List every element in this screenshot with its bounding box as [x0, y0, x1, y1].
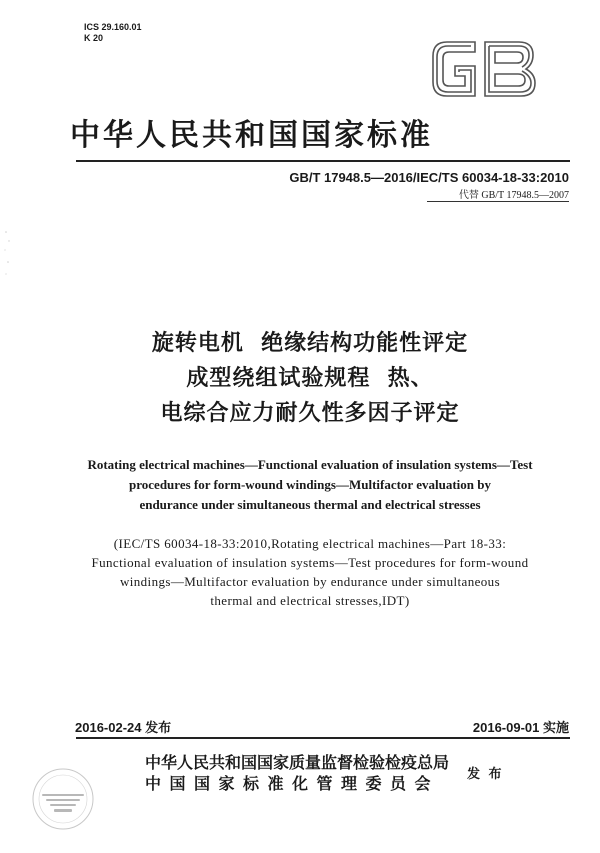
- watermark-stamp-icon: [30, 766, 96, 832]
- issuer-line-1: 中华人民共和国国家质量监督检验检疫总局: [145, 753, 450, 772]
- replaces-underline: [427, 201, 569, 202]
- ics-code: ICS 29.160.01: [84, 22, 142, 32]
- ccs-code: K 20: [84, 33, 104, 43]
- issue-date: 2016-02-24 发布: [75, 720, 172, 735]
- equivalence-line: (IEC/TS 60034-18-33:2010,Rotating electrical machines—Part 18-33:: [113, 536, 507, 551]
- issuer-line-2: 中国国家标准化管理委员会: [145, 774, 440, 793]
- issuing-authorities: [145, 752, 449, 794]
- bottom-divider: [76, 737, 570, 739]
- equivalence-statement: [40, 534, 580, 610]
- chinese-title-line: 成型绕组试验规程 热、: [186, 366, 434, 391]
- scan-specks: [0, 0, 20, 300]
- chinese-title-line: 旋转电机 绝缘结构功能性评定: [151, 331, 469, 356]
- equivalence-line: thermal and electrical stresses,IDT): [210, 593, 410, 608]
- english-title: [40, 455, 580, 515]
- chinese-title: [40, 326, 580, 431]
- standard-number: GB/T 17948.5—2016/IEC/TS 60034-18-33:2010: [289, 170, 569, 185]
- national-standard-title: 中华人民共和国国家标准: [70, 118, 433, 153]
- top-divider: [76, 160, 570, 162]
- english-title-line: Rotating electrical machines—Functional evaluation of insulation systems—Test: [87, 457, 533, 472]
- publish-label: 发 布: [467, 767, 504, 782]
- equivalence-line: Functional evaluation of insulation systems—Test procedures for form-wound: [91, 555, 529, 570]
- implementation-date: 2016-09-01 实施: [472, 720, 569, 735]
- equivalence-line: windings—Multifactor evaluation by endurance under simultaneous: [119, 574, 501, 589]
- classification-codes: [84, 22, 142, 44]
- gb-logo-icon: [427, 36, 541, 102]
- replaces-note: 代替 GB/T 17948.5—2007: [458, 190, 569, 201]
- chinese-title-line: 电综合应力耐久性多因子评定: [160, 401, 460, 426]
- english-title-line: procedures for form-wound windings—Multifactor evaluation by: [129, 477, 491, 492]
- english-title-line: endurance under simultaneous thermal and electrical stresses: [139, 497, 481, 512]
